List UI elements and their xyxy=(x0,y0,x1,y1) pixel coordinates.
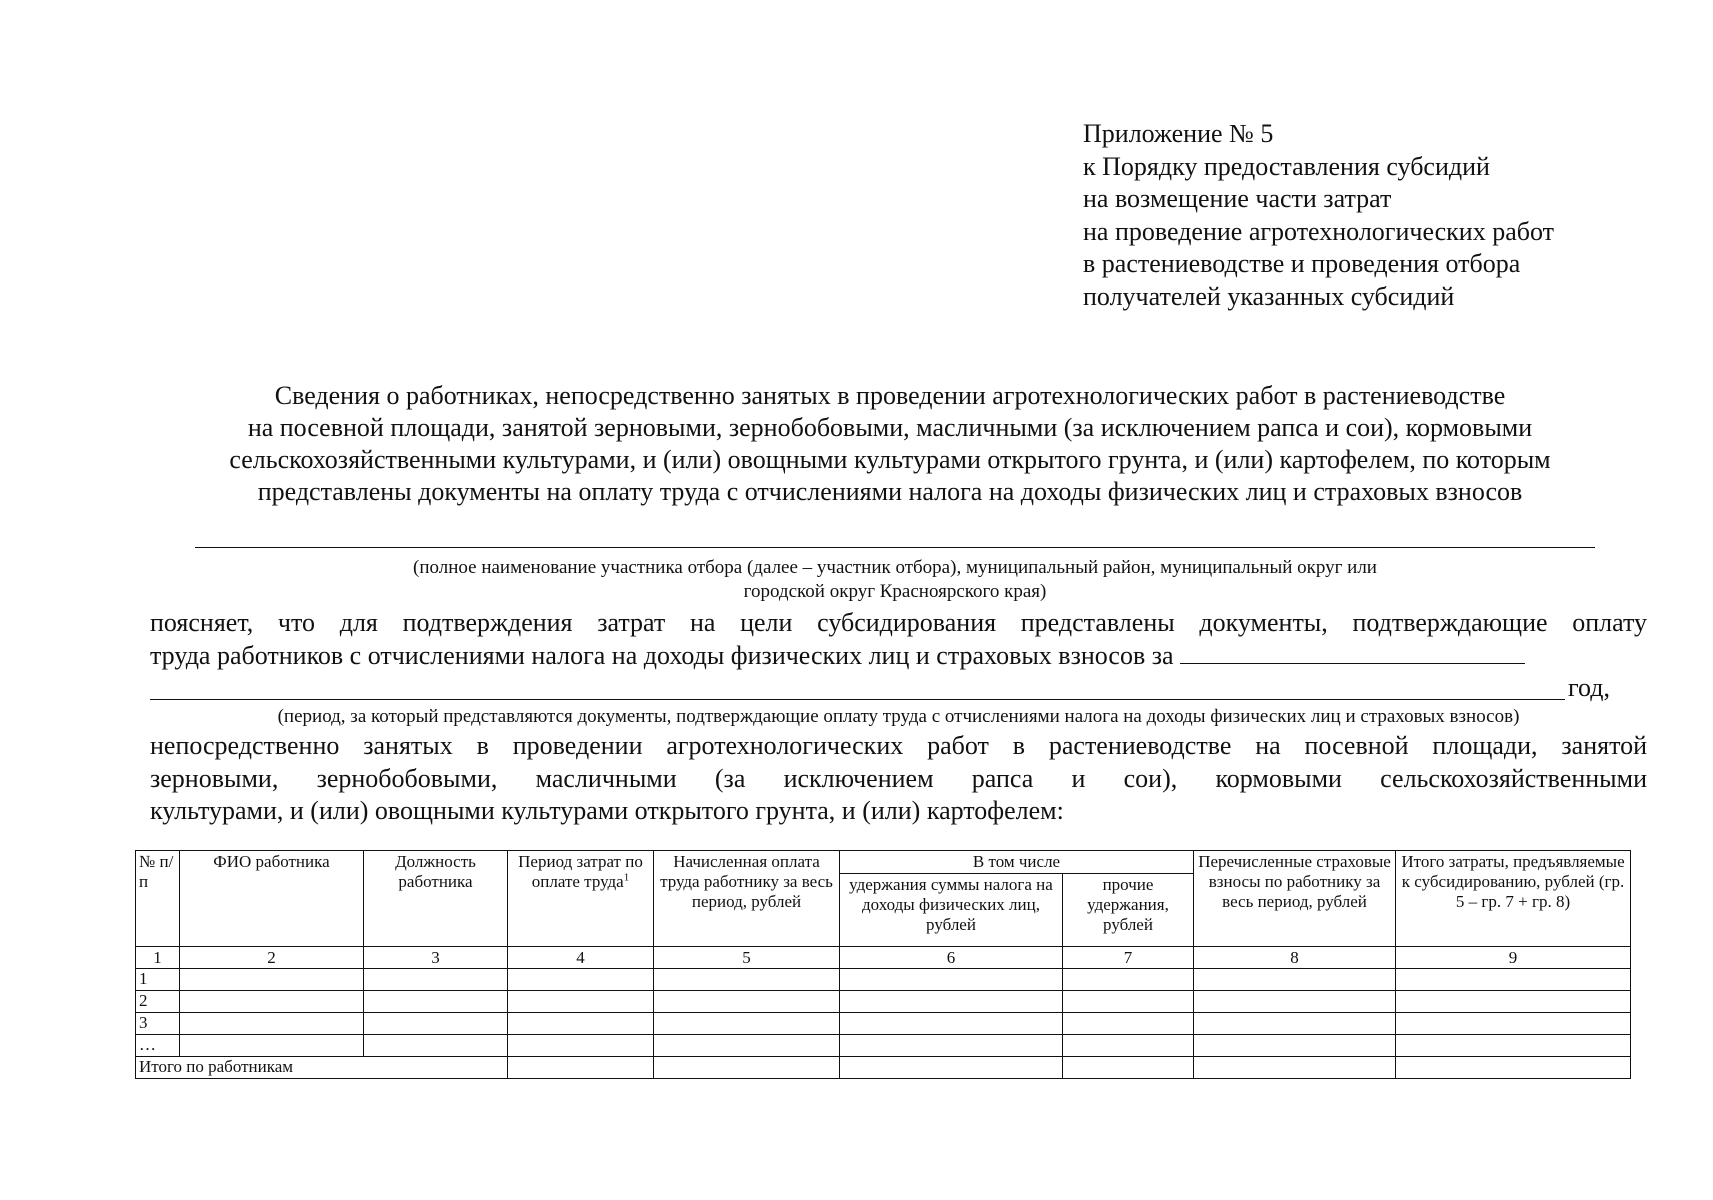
table-cell[interactable] xyxy=(1396,1057,1631,1079)
period-blank[interactable] xyxy=(150,699,1565,700)
header-tax-withheld: удержания суммы налога на доходы физических лиц, рублей xyxy=(840,874,1063,947)
table-row xyxy=(136,991,1631,1013)
table-cell[interactable] xyxy=(1194,991,1396,1013)
table-cell[interactable] xyxy=(1396,991,1631,1013)
participant-name-blank[interactable] xyxy=(195,547,1595,548)
header-accrued: Начисленная оплата труда работнику за весь период, рублей xyxy=(654,851,840,947)
table-cell[interactable] xyxy=(840,969,1063,991)
appendix-header xyxy=(1083,118,1683,313)
table-cell[interactable] xyxy=(840,1013,1063,1035)
paragraph-line: поясняет, что для подтверждения затрат на цели субсидирования представлены документы, подтверждающие оплату xyxy=(150,608,1647,637)
header-including: В том числе xyxy=(840,851,1194,874)
period-row xyxy=(150,672,1620,706)
table-total-row xyxy=(136,1057,1631,1079)
appendix-line: на возмещение части затрат xyxy=(1083,184,1392,213)
table-cell[interactable] xyxy=(1063,1057,1194,1079)
participant-caption-line: городской округ Красноярского края) xyxy=(743,581,1047,602)
table-cell[interactable] xyxy=(364,1035,508,1057)
table-cell[interactable] xyxy=(1063,1013,1194,1035)
row-number: 2 xyxy=(136,991,180,1013)
table-cell[interactable] xyxy=(1063,1035,1194,1057)
appendix-line: на проведение агротехнологических работ xyxy=(1083,216,1555,246)
title-line: Сведения о работниках, непосредственно занятых в проведении агротехнологических работ в растениеводстве xyxy=(274,381,1506,410)
table-cell[interactable] xyxy=(1396,969,1631,991)
table-cell[interactable] xyxy=(364,969,508,991)
year-blank[interactable] xyxy=(1180,641,1525,664)
row-number: … xyxy=(136,1035,180,1057)
column-number: 4 xyxy=(508,947,654,969)
column-number: 6 xyxy=(840,947,1063,969)
table-cell[interactable] xyxy=(654,1057,840,1079)
table-cell[interactable] xyxy=(1063,991,1194,1013)
header-position: Должность работника xyxy=(364,851,508,947)
explanation-paragraph xyxy=(150,607,1647,672)
period-caption: (период, за который представляются документы, подтверждающие оплату труда с отчислениями налога на доходы физических лиц и страховых взносов) xyxy=(277,706,1520,727)
table-cell[interactable] xyxy=(508,1013,654,1035)
table-row xyxy=(136,969,1631,991)
table-cell[interactable] xyxy=(508,1035,654,1057)
paragraph-line-with-blank xyxy=(150,640,1647,673)
column-numbers-row xyxy=(136,947,1631,969)
participant-caption-line: (полное наименование участника отбора (далее – участник отбора), муниципальный район, муниципальный округ или xyxy=(413,557,1377,578)
table-cell[interactable] xyxy=(1396,1013,1631,1035)
table-cell[interactable] xyxy=(840,991,1063,1013)
paragraph-line: зерновыми, зернобобовыми, масличными (за исключением рапса и сои), кормовыми сельскохозяйственными xyxy=(150,763,1647,793)
header-period-text: Период затрат по оплате труда xyxy=(518,852,643,891)
table-row xyxy=(136,1035,1631,1057)
column-number: 5 xyxy=(654,947,840,969)
row-number: 3 xyxy=(136,1013,180,1035)
appendix-line: к Порядку предоставления субсидий xyxy=(1083,151,1490,181)
title-line: на посевной площади, занятой зерновыми, зернобобовыми, масличными (за исключением рапса и сои), кормовыми xyxy=(247,413,1533,442)
workers-table xyxy=(135,850,1631,1079)
header-insurance: Перечисленные страховые взносы по работнику за весь период, рублей xyxy=(1194,851,1396,947)
table-header-row xyxy=(136,851,1631,874)
document-title xyxy=(130,380,1650,508)
column-number: 9 xyxy=(1396,947,1631,969)
table-cell[interactable] xyxy=(840,1057,1063,1079)
table-row xyxy=(136,1013,1631,1035)
table-cell[interactable] xyxy=(654,991,840,1013)
paragraph-line: культурами, и (или) овощными культурами открытого грунта, и (или) картофелем: xyxy=(150,796,1064,825)
column-number: 8 xyxy=(1194,947,1396,969)
period-footnote: 1 xyxy=(623,871,630,884)
paragraph-line: непосредственно занятых в проведении агротехнологических работ в растениеводстве на посевной площади, занятой xyxy=(150,731,1647,760)
table-cell[interactable] xyxy=(180,1035,364,1057)
participant-caption xyxy=(195,556,1595,604)
appendix-line: получателей указанных субсидий xyxy=(1083,281,1455,311)
header-period xyxy=(508,851,654,947)
table-cell[interactable] xyxy=(1396,1035,1631,1057)
table-cell[interactable] xyxy=(1194,1013,1396,1035)
paragraph-line-text: труда работников с отчислениями налога на доходы физических лиц и страховых взносов за xyxy=(150,640,1174,670)
column-number: 7 xyxy=(1063,947,1194,969)
table-cell[interactable] xyxy=(180,969,364,991)
table-cell[interactable] xyxy=(1194,1057,1396,1079)
table-cell[interactable] xyxy=(1194,1035,1396,1057)
column-number: 1 xyxy=(136,947,180,969)
table-cell[interactable] xyxy=(508,1057,654,1079)
table-cell[interactable] xyxy=(364,991,508,1013)
appendix-line: Приложение № 5 xyxy=(1083,119,1274,148)
header-fio: ФИО работника xyxy=(180,851,364,947)
header-other-withheld: прочие удержания, рублей xyxy=(1063,874,1194,947)
title-line: сельскохозяйственными культурами, и (или) овощными культурами открытого грунта, и (или) картофелем, по которым xyxy=(229,445,1551,474)
table-cell[interactable] xyxy=(654,1035,840,1057)
header-total: Итого затраты, предъявляемые к субсидированию, рублей (гр. 5 – гр. 7 + гр. 8) xyxy=(1396,851,1631,947)
column-number: 2 xyxy=(180,947,364,969)
table-cell[interactable] xyxy=(840,1035,1063,1057)
table-cell[interactable] xyxy=(508,991,654,1013)
title-line: представлены документы на оплату труда с отчислениями налога на доходы физических лиц и страховых взносов xyxy=(257,477,1523,506)
column-number: 3 xyxy=(364,947,508,969)
table-cell[interactable] xyxy=(1194,969,1396,991)
period-suffix: год, xyxy=(1568,673,1610,702)
workers-paragraph xyxy=(150,730,1647,828)
total-label: Итого по работникам xyxy=(136,1057,508,1079)
table-cell[interactable] xyxy=(1063,969,1194,991)
table-cell[interactable] xyxy=(364,1013,508,1035)
table-cell[interactable] xyxy=(654,1013,840,1035)
appendix-line: в растениеводстве и проведения отбора xyxy=(1083,249,1521,278)
table-cell[interactable] xyxy=(654,969,840,991)
row-number: 1 xyxy=(136,969,180,991)
table-cell[interactable] xyxy=(508,969,654,991)
table-cell[interactable] xyxy=(180,991,364,1013)
header-num: № п/п xyxy=(136,851,180,947)
table-cell[interactable] xyxy=(180,1013,364,1035)
